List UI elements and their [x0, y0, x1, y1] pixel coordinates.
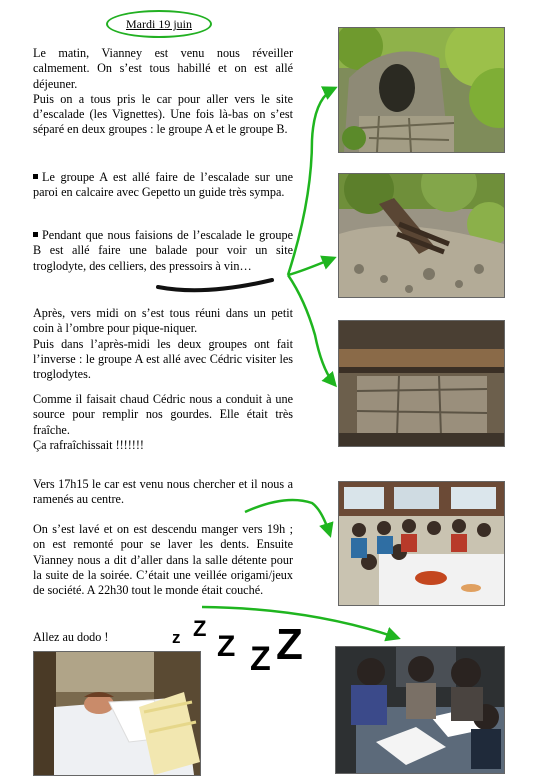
bullet-icon	[33, 174, 38, 179]
photo-stone-ruin	[338, 27, 505, 153]
photo-origami-evening	[335, 646, 505, 774]
paragraph: Puis on a tous pris le car pour aller vers le site d’escalade (les Vignettes). Une fois là-bas on s’est séparé en deux groupes : le groupe A et le groupe B.	[33, 91, 293, 137]
paragraph: Le matin, Vianney est venu nous réveiller calmement. On s’est tous habillé et on est allé déjeuner.	[33, 46, 293, 91]
text-block-group-a	[33, 170, 293, 201]
sleep-letter: Z	[276, 620, 303, 669]
sleep-letter: Z	[193, 616, 207, 641]
sleep-letter: z	[172, 628, 181, 647]
text-block-morning	[33, 46, 293, 138]
paragraph: Après, vers midi on s’est tous réuni dans un petit coin à l’ombre pour pique-niquer.	[33, 306, 293, 336]
paragraph: On s’est lavé et on est descendu manger vers 19h ; on est remonté pour se laver les dents. Ensuite Vianney nous a dit d’aller dans la salle détente pour la suite de la soirée. C’était une veillée origami/jeux de société. A 22h30 tout le monde était couché.	[33, 522, 293, 598]
sleep-letter: Z	[217, 630, 236, 663]
text-block-source	[33, 392, 293, 453]
paragraph: Comme il faisait chaud Cédric nous a conduit à une source pour remplir nos gourdes. Elle était très fraîche.	[33, 392, 293, 437]
sleep-letter: Z	[250, 640, 271, 678]
paragraph: Pendant que nous faisions de l’escalade le groupe B est allé faire une balade pour voir un site troglodyte, des celliers, des pressoirs à vin…	[33, 228, 293, 273]
paragraph: Vers 17h15 le car est venu nous chercher et il nous a ramenés au centre.	[33, 477, 293, 507]
photo-dinner	[338, 481, 505, 606]
date-label: Mardi 19 juin	[126, 17, 192, 31]
photo-cellar	[338, 320, 505, 447]
date-heading	[106, 10, 212, 38]
text-block-evening	[33, 522, 293, 598]
text-block-noon	[33, 306, 293, 382]
text-block-return	[33, 477, 293, 508]
arrow-to-rocky	[288, 258, 334, 275]
paragraph: Puis dans l’après-midi les deux groupes ont fait l’inverse : le groupe A est allé avec Cédric visiter les troglodytes.	[33, 336, 293, 382]
arrow-to-cellar	[288, 275, 335, 385]
bullet-icon	[33, 232, 38, 237]
paragraph: Le groupe A est allé faire de l’escalade sur une paroi en calcaire avec Gepetto un guide très sympa.	[33, 170, 293, 200]
underline-stroke	[158, 280, 272, 290]
text-block-group-b	[33, 228, 293, 274]
photo-sleeping	[33, 651, 201, 776]
paragraph: Ça rafraîchissait !!!!!!!	[33, 437, 144, 452]
photo-rocky-site	[338, 173, 505, 298]
paragraph: Allez au dodo !	[33, 630, 109, 644]
arrow-to-ruin	[288, 88, 335, 275]
